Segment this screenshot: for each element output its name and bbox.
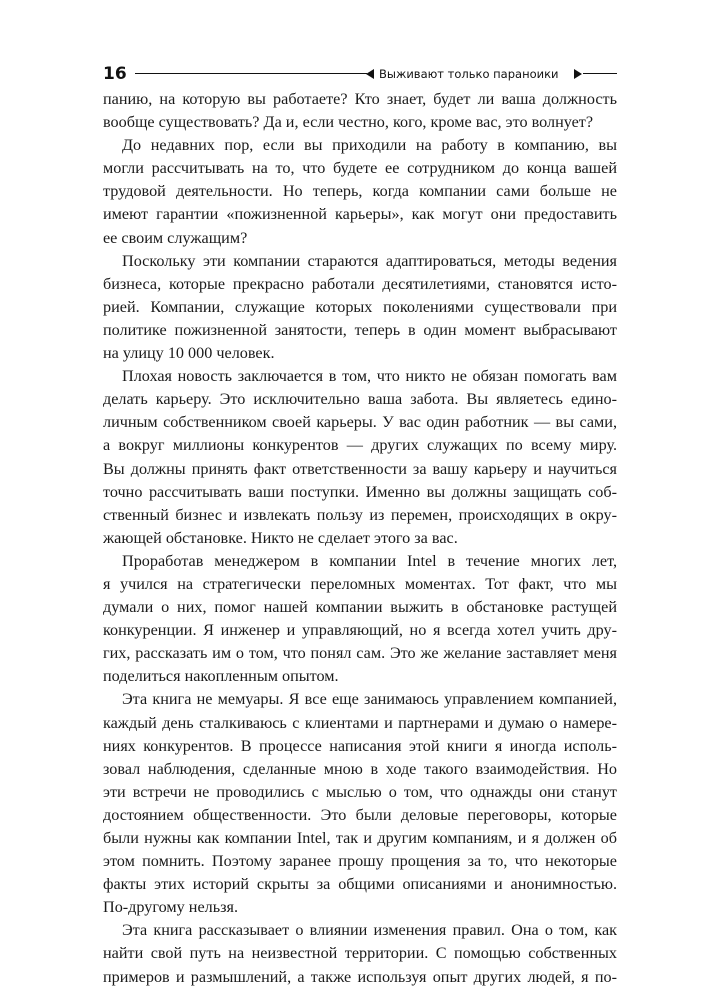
text-line: панию, на которую вы работаете? Кто знает, будет ли ваша должность xyxy=(103,90,617,108)
text-line: ниях конкурентов. В процессе написания этой книги я иногда исполь- xyxy=(103,736,617,755)
triangle-right-icon xyxy=(574,69,582,79)
text-line: могли рассчитывать на то, что будете ее сотрудником до конца вашей xyxy=(103,159,617,178)
text-line: эти встречи не проводились с мыслью о том, что однажды они станут xyxy=(103,782,617,801)
text-line: политике пожизненной занятости, теперь в один момент выбрасывают xyxy=(103,320,617,339)
text-line: Эта книга рассказывает о влиянии изменения правил. Она о том, как xyxy=(122,921,617,940)
text-line: жающей обстановке. Никто не сделает этого за вас. xyxy=(103,528,458,547)
body-text xyxy=(103,88,617,989)
text-line: делать карьеру. Это исключительно ваша забота. Вы являетесь едино- xyxy=(103,390,617,409)
running-header xyxy=(103,63,617,85)
text-line: достоянием общественности. Это были деловые переговоры, которые xyxy=(103,805,617,824)
text-line: Эта книга не мемуары. Я все еще занимаюсь управлением компанией, xyxy=(122,690,617,709)
text-line: трудовой деятельности. Но теперь, когда компании сами больше не xyxy=(103,182,617,201)
text-line: Поскольку эти компании стараются адаптироваться, методы ведения xyxy=(122,251,617,270)
running-title: Выживают только параноики xyxy=(379,67,559,81)
text-line: бизнеса, которые прекрасно работали десятилетиями, становятся исто- xyxy=(103,274,617,293)
text-line: До недавних пор, если вы приходили на работу в компанию, вы xyxy=(122,136,617,155)
text-line: гих, рассказать им о том, что понял сам. Это же желание заставляет меня xyxy=(103,644,617,663)
text-line: примеров и размышлений, а также используя опыт других людей, я по- xyxy=(103,967,617,986)
text-line: на улицу 10 000 человек. xyxy=(103,344,275,363)
text-line: найти свой путь на неизвестной территории. С помощью собственных xyxy=(103,944,617,963)
header-rule-right xyxy=(583,73,617,74)
text-line: я учился на стратегически переломных моментах. Тот факт, что мы xyxy=(103,574,617,593)
text-line: думали о них, помог нашей компании выжить в обстановке растущей xyxy=(103,598,617,617)
text-line: ее своим служащим? xyxy=(103,228,248,247)
text-line: рией. Компании, служащие которых поколениями существовали при xyxy=(103,297,617,316)
text-line: точно рассчитывать ваши поступки. Именно вы должны защищать соб- xyxy=(103,482,617,501)
text-line: Проработав менеджером в компании Intel в течение многих лет, xyxy=(122,551,617,570)
text-line: а вокруг миллионы конкурентов — других служащих по всему миру. xyxy=(103,436,617,455)
triangle-left-icon xyxy=(366,69,374,79)
text-line: конкуренции. Я инженер и управляющий, но я всегда хотел учить дру- xyxy=(103,621,617,640)
header-rule-left xyxy=(135,73,367,74)
text-line: поделиться накопленным опытом. xyxy=(103,667,339,686)
text-line: каждый день сталкиваюсь с клиентами и партнерами и думаю о намере- xyxy=(103,713,617,732)
text-line: Вы должны принять факт ответственности за вашу карьеру и научиться xyxy=(103,459,617,478)
text-line: вообще существовать? Да и, если честно, кого, кроме вас, это волнует? xyxy=(103,113,594,132)
text-line: факты этих историй скрыты за общими описаниями и анонимностью. xyxy=(103,875,617,894)
text-line: были нужны как компании Intel, так и другим компаниям, и я должен об xyxy=(103,829,617,847)
page-number: 16 xyxy=(103,64,127,84)
text-line: имеют гарантии «пожизненной карьеры», как могут они предоставить xyxy=(103,205,617,224)
text-line: этом помнить. Поэтому заранее прошу прощения за то, что некоторые xyxy=(103,852,617,871)
text-line: зовал наблюдения, сделанные мною в ходе такого взаимодействия. Но xyxy=(103,759,617,778)
text-line: Плохая новость заключается в том, что никто не обязан помогать вам xyxy=(122,367,617,386)
text-line: ственный бизнес и извлекать пользу из перемен, происходящих в окру- xyxy=(103,505,617,524)
text-line: личным собственником своей карьеры. У вас один работник — вы сами, xyxy=(103,413,617,432)
text-line: По-другому нельзя. xyxy=(103,898,238,917)
